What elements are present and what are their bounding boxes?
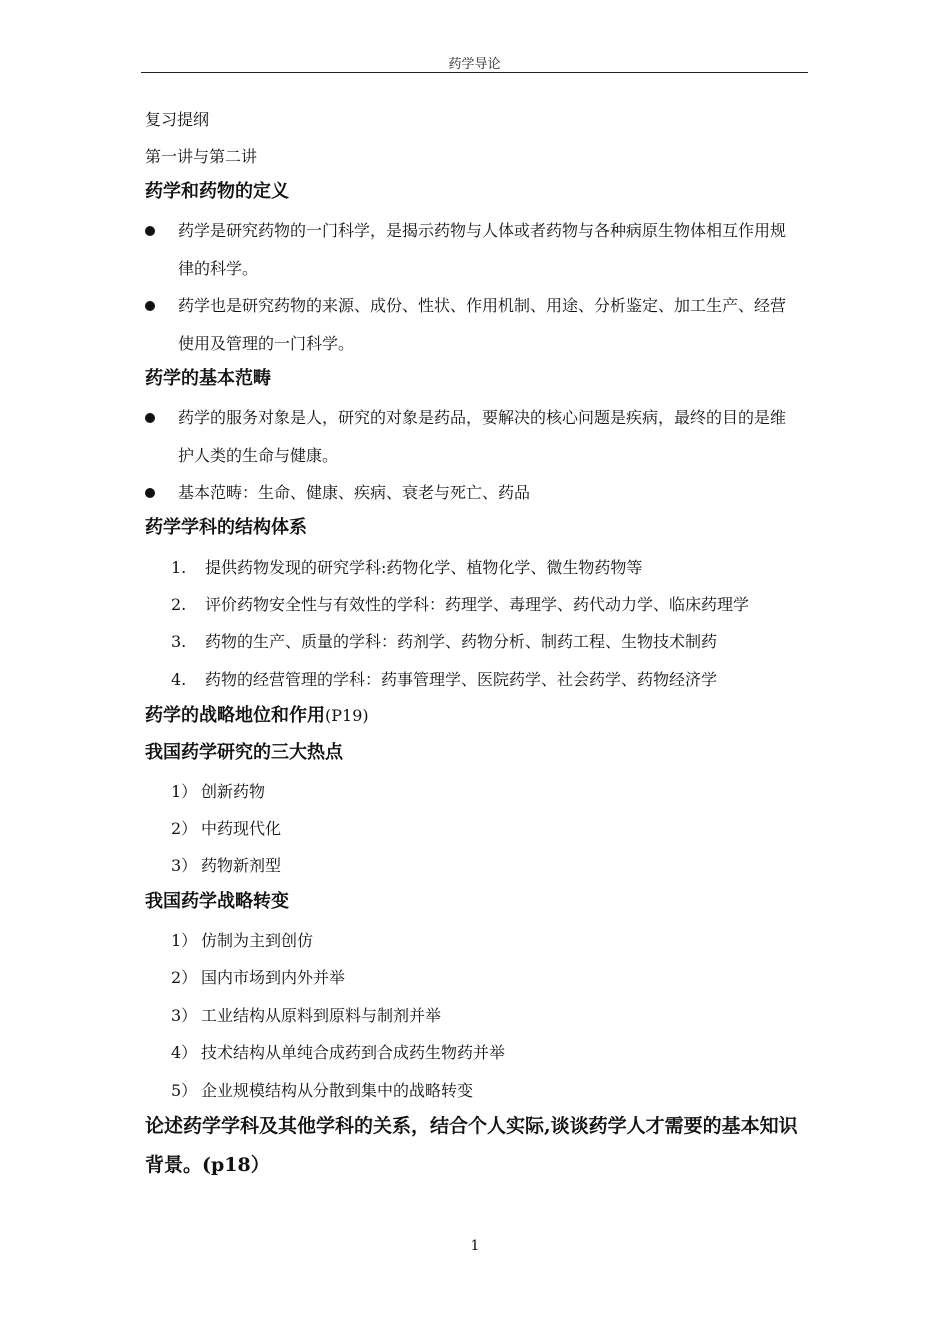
- item-text: 评价药物安全性与有效性的学科：药理学、毒理学、药代动力学、临床药理学: [205, 595, 750, 614]
- header-rule: [141, 72, 808, 73]
- item-number: 2.: [171, 595, 187, 614]
- item-text: 仿制为主到创仿: [201, 931, 314, 950]
- numbered-item: [171, 632, 717, 652]
- list-item: [171, 968, 345, 988]
- outline-title: 复习提纲: [145, 110, 210, 129]
- numbered-item: [171, 558, 642, 578]
- page-number: 1: [470, 1238, 480, 1254]
- list-item: [171, 782, 265, 802]
- running-header: 药学导论: [448, 57, 501, 72]
- item-number: 1）: [171, 931, 198, 950]
- section-heading-definition: 药学和药物的定义: [145, 181, 289, 202]
- item-text: 药物新剂型: [201, 856, 282, 875]
- item-number: 1.: [171, 558, 187, 577]
- item-number: 5）: [171, 1081, 198, 1100]
- list-item: [171, 931, 313, 951]
- bullet-continuation: 律的科学。: [178, 259, 259, 278]
- item-number: 4）: [171, 1043, 198, 1062]
- item-number: 2）: [171, 819, 198, 838]
- item-text: 国内市场到内外并举: [201, 968, 346, 987]
- bullet-continuation: 护人类的生命与健康。: [178, 446, 339, 465]
- item-text: 中药现代化: [201, 819, 282, 838]
- item-text: 提供药物发现的研究学科:药物化学、植物化学、微生物药物等: [205, 558, 643, 577]
- item-number: 1）: [171, 782, 198, 801]
- section-heading-strategic-role: [145, 705, 369, 727]
- essay-question-line-1: 论述药学学科及其他学科的关系，结合个人实际,谈谈药学人才需要的基本知识: [145, 1115, 798, 1137]
- bullet-text: 药学也是研究药物的来源、成份、性状、作用机制、用途、分析鉴定、加工生产、经营: [178, 296, 787, 315]
- item-text: 技术结构从单纯合成药到合成药生物药并举: [201, 1043, 506, 1062]
- item-text: 药物的生产、质量的学科：药剂学、药物分析、制药工程、生物技术制药: [205, 632, 718, 651]
- section-heading-hotspots: 我国药学研究的三大热点: [145, 742, 343, 763]
- item-number: 2）: [171, 968, 198, 987]
- list-item: [171, 1043, 505, 1063]
- item-number: 3.: [171, 632, 187, 651]
- heading-text: 药学的战略地位和作用: [145, 705, 325, 726]
- bullet-text: 药学是研究药物的一门科学，是揭示药物与人体或者药物与各种病原生物体相互作用规: [178, 221, 787, 240]
- item-text: 药物的经营管理的学科：药事管理学、医院药学、社会药学、药物经济学: [205, 670, 718, 689]
- item-text: 创新药物: [201, 782, 266, 801]
- bullet-dot-icon: [145, 488, 155, 498]
- item-number: 3）: [171, 856, 198, 875]
- bullet-text: 药学的服务对象是人，研究的对象是药品，要解决的核心问题是疾病，最终的目的是维: [178, 408, 787, 427]
- section-heading-structure: 药学学科的结构体系: [145, 517, 307, 538]
- list-item: [171, 819, 281, 839]
- page-reference: (P19): [325, 706, 369, 725]
- item-text: 工业结构从原料到原料与制剂并举: [201, 1006, 442, 1025]
- item-number: 3）: [171, 1006, 198, 1025]
- section-heading-strategy-shift: 我国药学战略转变: [145, 891, 289, 912]
- item-number: 4.: [171, 670, 187, 689]
- list-item: [171, 1006, 441, 1026]
- section-heading-scope: 药学的基本范畴: [145, 368, 271, 389]
- bullet-continuation: 使用及管理的一门科学。: [178, 334, 355, 353]
- bullet-dot-icon: [145, 301, 155, 311]
- essay-question-line-2: 背景。(p18）: [145, 1154, 270, 1176]
- bullet-dot-icon: [145, 226, 155, 236]
- lecture-label: 第一讲与第二讲: [145, 147, 258, 166]
- list-item: [171, 856, 281, 876]
- list-item: [171, 1081, 473, 1101]
- numbered-item: [171, 595, 749, 615]
- item-text: 企业规模结构从分散到集中的战略转变: [201, 1081, 474, 1100]
- bullet-dot-icon: [145, 413, 155, 423]
- bullet-text: 基本范畴：生命、健康、疾病、衰老与死亡、药品: [178, 483, 531, 502]
- numbered-item: [171, 670, 717, 690]
